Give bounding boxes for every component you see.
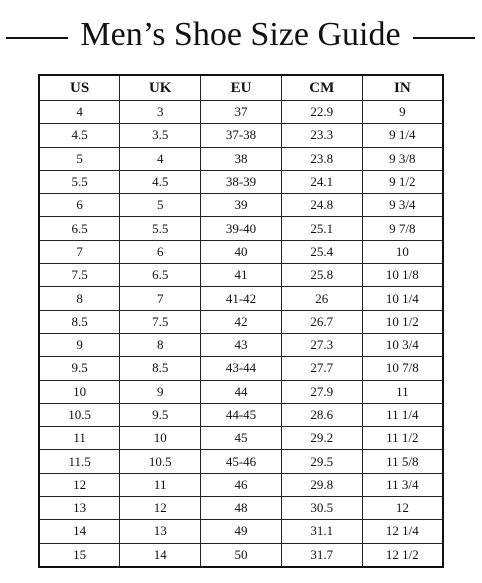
- table-row: [39, 543, 443, 567]
- table-row: [39, 101, 443, 124]
- cell-cm: 23.8: [281, 147, 362, 170]
- table-row: [39, 450, 443, 473]
- cell-eu: 39-40: [201, 217, 282, 240]
- cell-eu: 44-45: [201, 403, 282, 426]
- table-row: [39, 240, 443, 263]
- cell-in: 10 7/8: [362, 357, 443, 380]
- cell-cm: 29.8: [281, 473, 362, 496]
- cell-in: 10: [362, 240, 443, 263]
- table-row: [39, 380, 443, 403]
- cell-eu: 39: [201, 194, 282, 217]
- table-row: [39, 310, 443, 333]
- title-rule-left: [6, 37, 68, 39]
- cell-uk: 7.5: [120, 310, 201, 333]
- header-us: US: [39, 75, 120, 101]
- header-cm: CM: [281, 75, 362, 101]
- cell-us: 9.5: [39, 357, 120, 380]
- cell-cm: 25.4: [281, 240, 362, 263]
- cell-uk: 14: [120, 543, 201, 567]
- cell-in: 9 1/2: [362, 170, 443, 193]
- page-title: Men’s Shoe Size Guide: [80, 16, 401, 53]
- cell-us: 7.5: [39, 264, 120, 287]
- cell-eu: 43: [201, 333, 282, 356]
- cell-eu: 50: [201, 543, 282, 567]
- cell-cm: 27.3: [281, 333, 362, 356]
- cell-uk: 10: [120, 427, 201, 450]
- table-row: [39, 287, 443, 310]
- cell-uk: 8.5: [120, 357, 201, 380]
- header-in: IN: [362, 75, 443, 101]
- cell-uk: 5.5: [120, 217, 201, 240]
- cell-in: 9: [362, 101, 443, 124]
- cell-cm: 24.8: [281, 194, 362, 217]
- cell-cm: 29.5: [281, 450, 362, 473]
- table-row: [39, 194, 443, 217]
- cell-eu: 37: [201, 101, 282, 124]
- cell-in: 11 1/4: [362, 403, 443, 426]
- table-head: [39, 75, 443, 101]
- cell-cm: 26: [281, 287, 362, 310]
- cell-uk: 6.5: [120, 264, 201, 287]
- cell-in: 9 3/8: [362, 147, 443, 170]
- cell-in: 9 7/8: [362, 217, 443, 240]
- cell-uk: 3.5: [120, 124, 201, 147]
- cell-cm: 31.1: [281, 520, 362, 543]
- cell-in: 10 3/4: [362, 333, 443, 356]
- cell-in: 9 3/4: [362, 194, 443, 217]
- table-row: [39, 264, 443, 287]
- cell-uk: 9.5: [120, 403, 201, 426]
- cell-us: 12: [39, 473, 120, 496]
- title-rule-right: [413, 37, 475, 39]
- cell-cm: 25.8: [281, 264, 362, 287]
- cell-us: 13: [39, 497, 120, 520]
- cell-us: 14: [39, 520, 120, 543]
- table-row: [39, 357, 443, 380]
- cell-in: 11: [362, 380, 443, 403]
- cell-in: 10 1/8: [362, 264, 443, 287]
- cell-us: 10.5: [39, 403, 120, 426]
- cell-cm: 29.2: [281, 427, 362, 450]
- cell-us: 10: [39, 380, 120, 403]
- cell-us: 8.5: [39, 310, 120, 333]
- cell-cm: 24.1: [281, 170, 362, 193]
- cell-cm: 31.7: [281, 543, 362, 567]
- cell-uk: 6: [120, 240, 201, 263]
- table-row: [39, 124, 443, 147]
- cell-us: 6: [39, 194, 120, 217]
- header-eu: EU: [201, 75, 282, 101]
- title-row: [0, 10, 482, 60]
- cell-in: 12: [362, 497, 443, 520]
- cell-uk: 9: [120, 380, 201, 403]
- cell-uk: 10.5: [120, 450, 201, 473]
- cell-uk: 4.5: [120, 170, 201, 193]
- cell-cm: 26.7: [281, 310, 362, 333]
- cell-uk: 8: [120, 333, 201, 356]
- cell-eu: 38-39: [201, 170, 282, 193]
- cell-cm: 28.6: [281, 403, 362, 426]
- cell-cm: 30.5: [281, 497, 362, 520]
- table-row: [39, 427, 443, 450]
- cell-in: 9 1/4: [362, 124, 443, 147]
- cell-us: 11: [39, 427, 120, 450]
- cell-uk: 3: [120, 101, 201, 124]
- table-row: [39, 170, 443, 193]
- cell-eu: 49: [201, 520, 282, 543]
- cell-in: 11 5/8: [362, 450, 443, 473]
- table-row: [39, 147, 443, 170]
- cell-uk: 11: [120, 473, 201, 496]
- header-uk: UK: [120, 75, 201, 101]
- cell-us: 11.5: [39, 450, 120, 473]
- table-row: [39, 217, 443, 240]
- cell-uk: 13: [120, 520, 201, 543]
- cell-us: 6.5: [39, 217, 120, 240]
- table-row: [39, 473, 443, 496]
- cell-us: 8: [39, 287, 120, 310]
- cell-eu: 45: [201, 427, 282, 450]
- cell-us: 5.5: [39, 170, 120, 193]
- cell-in: 11 1/2: [362, 427, 443, 450]
- cell-eu: 43-44: [201, 357, 282, 380]
- size-table: [38, 74, 444, 568]
- cell-cm: 27.9: [281, 380, 362, 403]
- cell-in: 10 1/4: [362, 287, 443, 310]
- cell-cm: 27.7: [281, 357, 362, 380]
- table-row: [39, 333, 443, 356]
- cell-eu: 44: [201, 380, 282, 403]
- cell-cm: 25.1: [281, 217, 362, 240]
- cell-eu: 38: [201, 147, 282, 170]
- cell-eu: 42: [201, 310, 282, 333]
- cell-us: 9: [39, 333, 120, 356]
- cell-us: 4: [39, 101, 120, 124]
- header-row: [39, 75, 443, 101]
- table-row: [39, 403, 443, 426]
- cell-us: 5: [39, 147, 120, 170]
- cell-eu: 46: [201, 473, 282, 496]
- cell-in: 12 1/4: [362, 520, 443, 543]
- cell-uk: 4: [120, 147, 201, 170]
- cell-uk: 5: [120, 194, 201, 217]
- cell-us: 15: [39, 543, 120, 567]
- cell-cm: 22.9: [281, 101, 362, 124]
- cell-us: 4.5: [39, 124, 120, 147]
- table-row: [39, 520, 443, 543]
- cell-eu: 45-46: [201, 450, 282, 473]
- table-body: [39, 101, 443, 567]
- table-row: [39, 497, 443, 520]
- cell-eu: 48: [201, 497, 282, 520]
- cell-eu: 41: [201, 264, 282, 287]
- cell-in: 10 1/2: [362, 310, 443, 333]
- cell-in: 11 3/4: [362, 473, 443, 496]
- cell-eu: 40: [201, 240, 282, 263]
- cell-uk: 7: [120, 287, 201, 310]
- cell-eu: 41-42: [201, 287, 282, 310]
- cell-eu: 37-38: [201, 124, 282, 147]
- cell-uk: 12: [120, 497, 201, 520]
- cell-cm: 23.3: [281, 124, 362, 147]
- cell-us: 7: [39, 240, 120, 263]
- cell-in: 12 1/2: [362, 543, 443, 567]
